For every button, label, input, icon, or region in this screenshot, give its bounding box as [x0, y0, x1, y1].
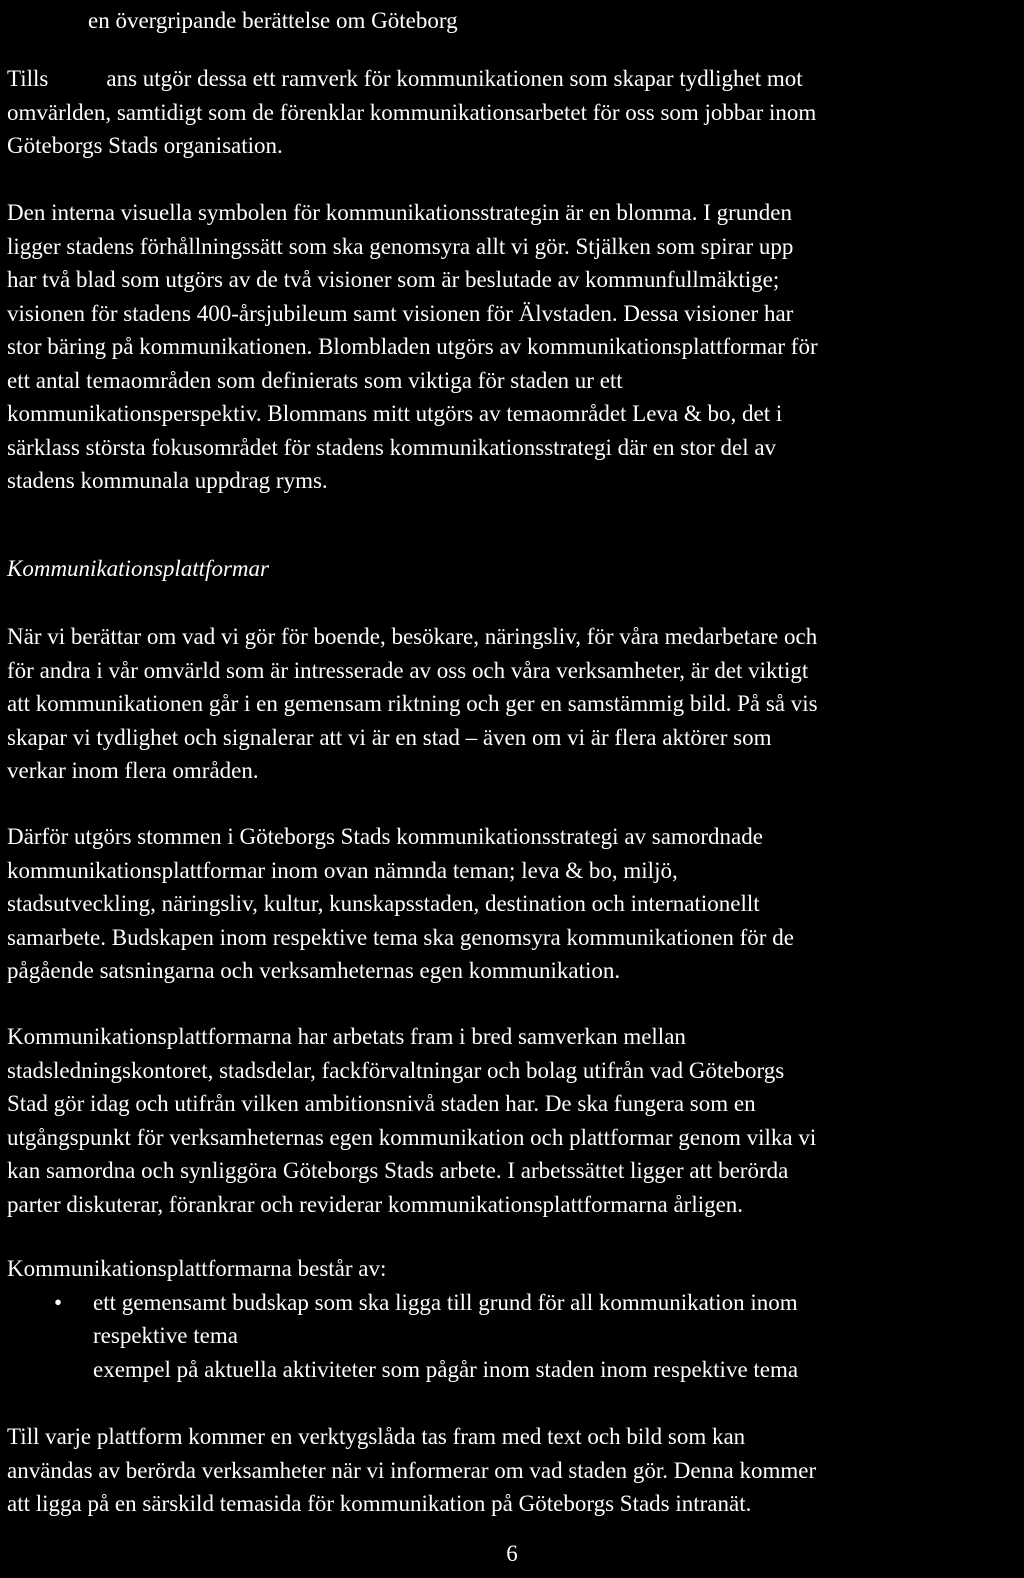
paragraph-intro: [7, 62, 1024, 163]
text-fragment: ans utgör dessa ett ramverk för kommunikationen som skapar tydlighet mot: [106, 66, 803, 91]
text-line: Stad gör idag och utifrån vilken ambitionsnivå staden har. De ska fungera som en: [7, 1091, 756, 1116]
text-line: omvärlden, samtidigt som de förenklar kommunikationsarbetet för oss som jobbar inom: [7, 99, 817, 125]
text-line: har två blad som utgörs av de två visioner som är beslutade av kommunfullmäktige;: [7, 267, 780, 292]
list-intro: Kommunikationsplattformarna består av:: [7, 1256, 387, 1281]
text-line: stadens kommunala uppdrag ryms.: [7, 468, 328, 493]
text-line: en övergripande berättelse om Göteborg: [88, 8, 458, 33]
text-line: utgångspunkt för verksamheternas egen kommunikation och plattformar genom vilka vi: [7, 1124, 817, 1150]
text-line: ett antal temaområden som definierats som viktiga för staden ur ett: [7, 367, 623, 393]
text-line: samarbete. Budskapen inom respektive tema ska genomsyra kommunikationen för de: [7, 924, 794, 950]
list-item: [7, 1286, 1024, 1353]
text-line: När vi berättar om vad vi gör för boende, besökare, näringsliv, för våra medarbetare och: [7, 624, 818, 649]
paragraph-toolbox: [7, 1420, 1024, 1521]
text-line: Kommunikationsplattformarna har arbetats fram i bred samverkan mellan: [7, 1024, 686, 1049]
paragraph-direction: [7, 620, 1024, 788]
text-line: pågående satsningarna och verksamheternas egen kommunikation.: [7, 958, 621, 983]
section-heading: [7, 552, 1024, 586]
top-fragment-line: [88, 4, 1024, 38]
text-line: Till varje plattform kommer en verktygslåda tas fram med text och bild som kan: [7, 1424, 746, 1449]
text-line: parter diskuterar, förankrar och reviderar kommunikationsplattformarna årligen.: [7, 1191, 744, 1217]
text-fragment: Tills: [7, 66, 49, 91]
list-item: [7, 1353, 1024, 1387]
platform-list: [7, 1252, 1024, 1386]
text-line: stadsutveckling, näringsliv, kultur, kunskapsstaden, destination och internationellt: [7, 891, 760, 916]
text-line: särklass största fokusområdet för stadens kommunikationsstrategi där en stor del av: [7, 434, 777, 460]
text-line: exempel på aktuella aktiviteter som pågår inom staden inom respektive tema: [93, 1356, 799, 1382]
text-line: [7, 62, 1024, 96]
text-line: för andra i vår omvärld som är intresserade av oss och våra verksamheter, är det viktigt: [7, 657, 809, 683]
text-line: skapar vi tydlighet och signalerar att vi är en stad – även om vi är flera aktörer som: [7, 724, 772, 750]
text-line: att kommunikationen går i en gemensam riktning och ger en samstämmig bild. På så vis: [7, 691, 818, 716]
paragraph-collaboration: [7, 1020, 1024, 1221]
text-line: visionen för stadens 400-årsjubileum samt visionen för Älvstaden. Dessa visioner har: [7, 300, 794, 326]
text-line: respektive tema: [93, 1323, 238, 1348]
text-line: [7, 1286, 1024, 1320]
bullet-icon: •: [54, 1289, 63, 1315]
text-line: kan samordna och synliggöra Göteborgs Stads arbete. I arbetssättet ligger att berörda: [7, 1158, 789, 1183]
text-line: kommunikationsplattformar inom ovan nämnda teman; leva & bo, miljö,: [7, 857, 678, 883]
text-line: stor bäring på kommunikationen. Blombladen utgörs av kommunikationsplattformar för: [7, 334, 818, 359]
text-line: stadsledningskontoret, stadsdelar, fackförvaltningar och bolag utifrån vad Göteborgs: [7, 1057, 785, 1083]
text-line: kommunikationsperspektiv. Blommans mitt utgörs av temaområdet Leva & bo, det i: [7, 401, 783, 426]
text-line: ligger stadens förhållningssätt som ska genomsyra allt vi gör. Stjälken som spirar upp: [7, 233, 794, 259]
paragraph-symbol: [7, 196, 1024, 498]
text-line: användas av berörda verksamheter när vi informerar om vad staden gör. Denna kommer: [7, 1457, 817, 1483]
text-line: att ligga på en särskild temasida för kommunikation på Göteborgs Stads intranät.: [7, 1491, 752, 1516]
text-line: verkar inom flera områden.: [7, 758, 259, 783]
paragraph-structure: [7, 820, 1024, 988]
list-item-text: ett gemensamt budskap som ska ligga till grund för all kommunikation inom: [93, 1289, 798, 1315]
text-line: Göteborgs Stads organisation.: [7, 133, 283, 158]
page-number: 6: [506, 1541, 518, 1566]
text-line: Därför utgörs stommen i Göteborgs Stads kommunikationsstrategi av samordnade: [7, 824, 763, 849]
heading-text: Kommunikationsplattformar: [7, 556, 269, 581]
text-line: Den interna visuella symbolen för kommunikationsstrategin är en blomma. I grunden: [7, 200, 793, 225]
